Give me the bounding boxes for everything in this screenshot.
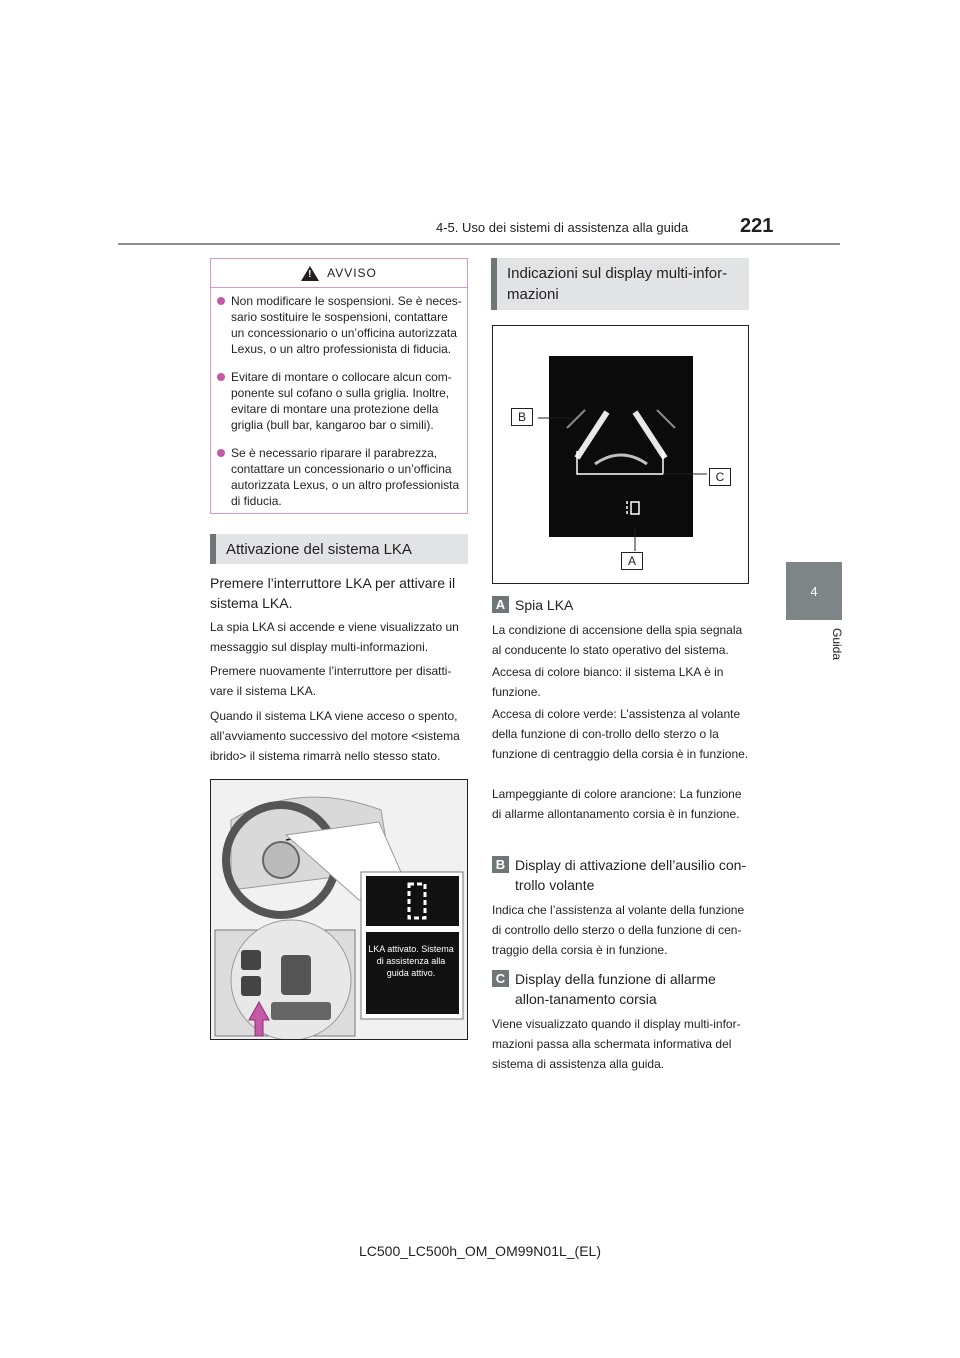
item-title-c: Display della funzione di allarme allon-tanamento corsia (515, 971, 716, 1007)
warning-header (211, 259, 467, 288)
body-paragraph: Premere nuovamente l’interruttore per disatti-vare il sistema LKA. (210, 664, 452, 698)
lead-paragraph: Premere l’interruttore LKA per attivare il sistema LKA. (210, 575, 456, 611)
chapter-tab[interactable] (786, 562, 842, 620)
callout-c: C (709, 468, 731, 486)
callout-b: B (511, 408, 533, 426)
bullet-dot-icon (217, 297, 225, 305)
item-letter-a: A (492, 596, 509, 613)
steering-wheel-illustration (211, 780, 467, 1039)
item-paragraph: La condizione di accensione della spia segnala al conducente lo stato operativo del sistema. (492, 623, 743, 657)
section-heading-multi-info-display: Indicazioni sul display multi-infor-mazioni (491, 258, 749, 310)
callout-a: A (621, 552, 643, 570)
body-paragraph: Quando il sistema LKA viene acceso o spento, all’avviamento successivo del motore <sistema ibrido> il sistema rimarrà nello stesso stato. (210, 709, 460, 763)
callout-lines (493, 326, 750, 585)
item-paragraph: Viene visualizzato quando il display multi-infor-mazioni passa alla schermata informativa del sistema di assistenza alla guida. (492, 1017, 741, 1071)
item-paragraph: Indica che l’assistenza al volante della funzione di controllo dello sterzo o della funzione di cen-traggio della corsia è in funzione. (492, 903, 745, 957)
section-heading-lka-activation: Attivazione del sistema LKA (210, 534, 468, 564)
warning-triangle-icon: ! (301, 266, 319, 281)
multi-info-display-figure (492, 325, 749, 584)
chapter-number: 4 (810, 583, 818, 599)
warning-bullet: Se è necessario riparare il parabrezza, contattare un concessionario o un’officina autorizzata Lexus, o un altro professionista di fiducia. (217, 445, 463, 509)
body-paragraph: La spia LKA si accende e viene visualizzato un messaggio sul display multi-informazioni. (210, 620, 459, 654)
header-divider (118, 243, 840, 245)
warning-bullet: Evitare di montare o collocare alcun com-ponente sul cofano o sulla griglia. Inoltre, evitare di montare una protezione della griglia (bull bar, kangaroo bar o simili). (217, 369, 463, 433)
item-letter-b: B (492, 856, 509, 873)
warning-box (210, 258, 468, 514)
chapter-label: Guida (830, 628, 844, 661)
item-letter-c: C (492, 970, 509, 987)
section-title: 4-5. Uso dei sistemi di assistenza alla guida (436, 220, 689, 235)
item-title-b: Display di attivazione dell’ausilio con-trollo volante (515, 857, 747, 893)
item-title-a: Spia LKA (515, 597, 574, 613)
item-paragraph: Accesa di colore bianco: il sistema LKA è in funzione. (492, 665, 724, 699)
item-paragraph: Accesa di colore verde: L’assistenza al volante della funzione di con-trollo dello sterzo o la funzione di centraggio della corsia è in funzione. (492, 707, 749, 761)
steering-wheel-figure (210, 779, 468, 1040)
warning-title: AVVISO (327, 266, 377, 280)
bullet-dot-icon (217, 449, 225, 457)
item-paragraph: Lampeggiante di colore arancione: La funzione di allarme allontanamento corsia è in funzione. (492, 787, 742, 821)
document-code: LC500_LC500h_OM_OM99N01L_(EL) (358, 1243, 602, 1259)
page-number: 221 (740, 215, 774, 237)
bullet-dot-icon (217, 373, 225, 381)
lka-activated-message: LKA attivato. Sistema di assistenza alla guida attivo. (368, 944, 454, 978)
warning-bullet: Non modificare le sospensioni. Se è neces-sario sostituire le sospensioni, contattare un concessionario o un’officina autorizzata Lexus, o un altro professionista di fiducia. (217, 293, 463, 357)
